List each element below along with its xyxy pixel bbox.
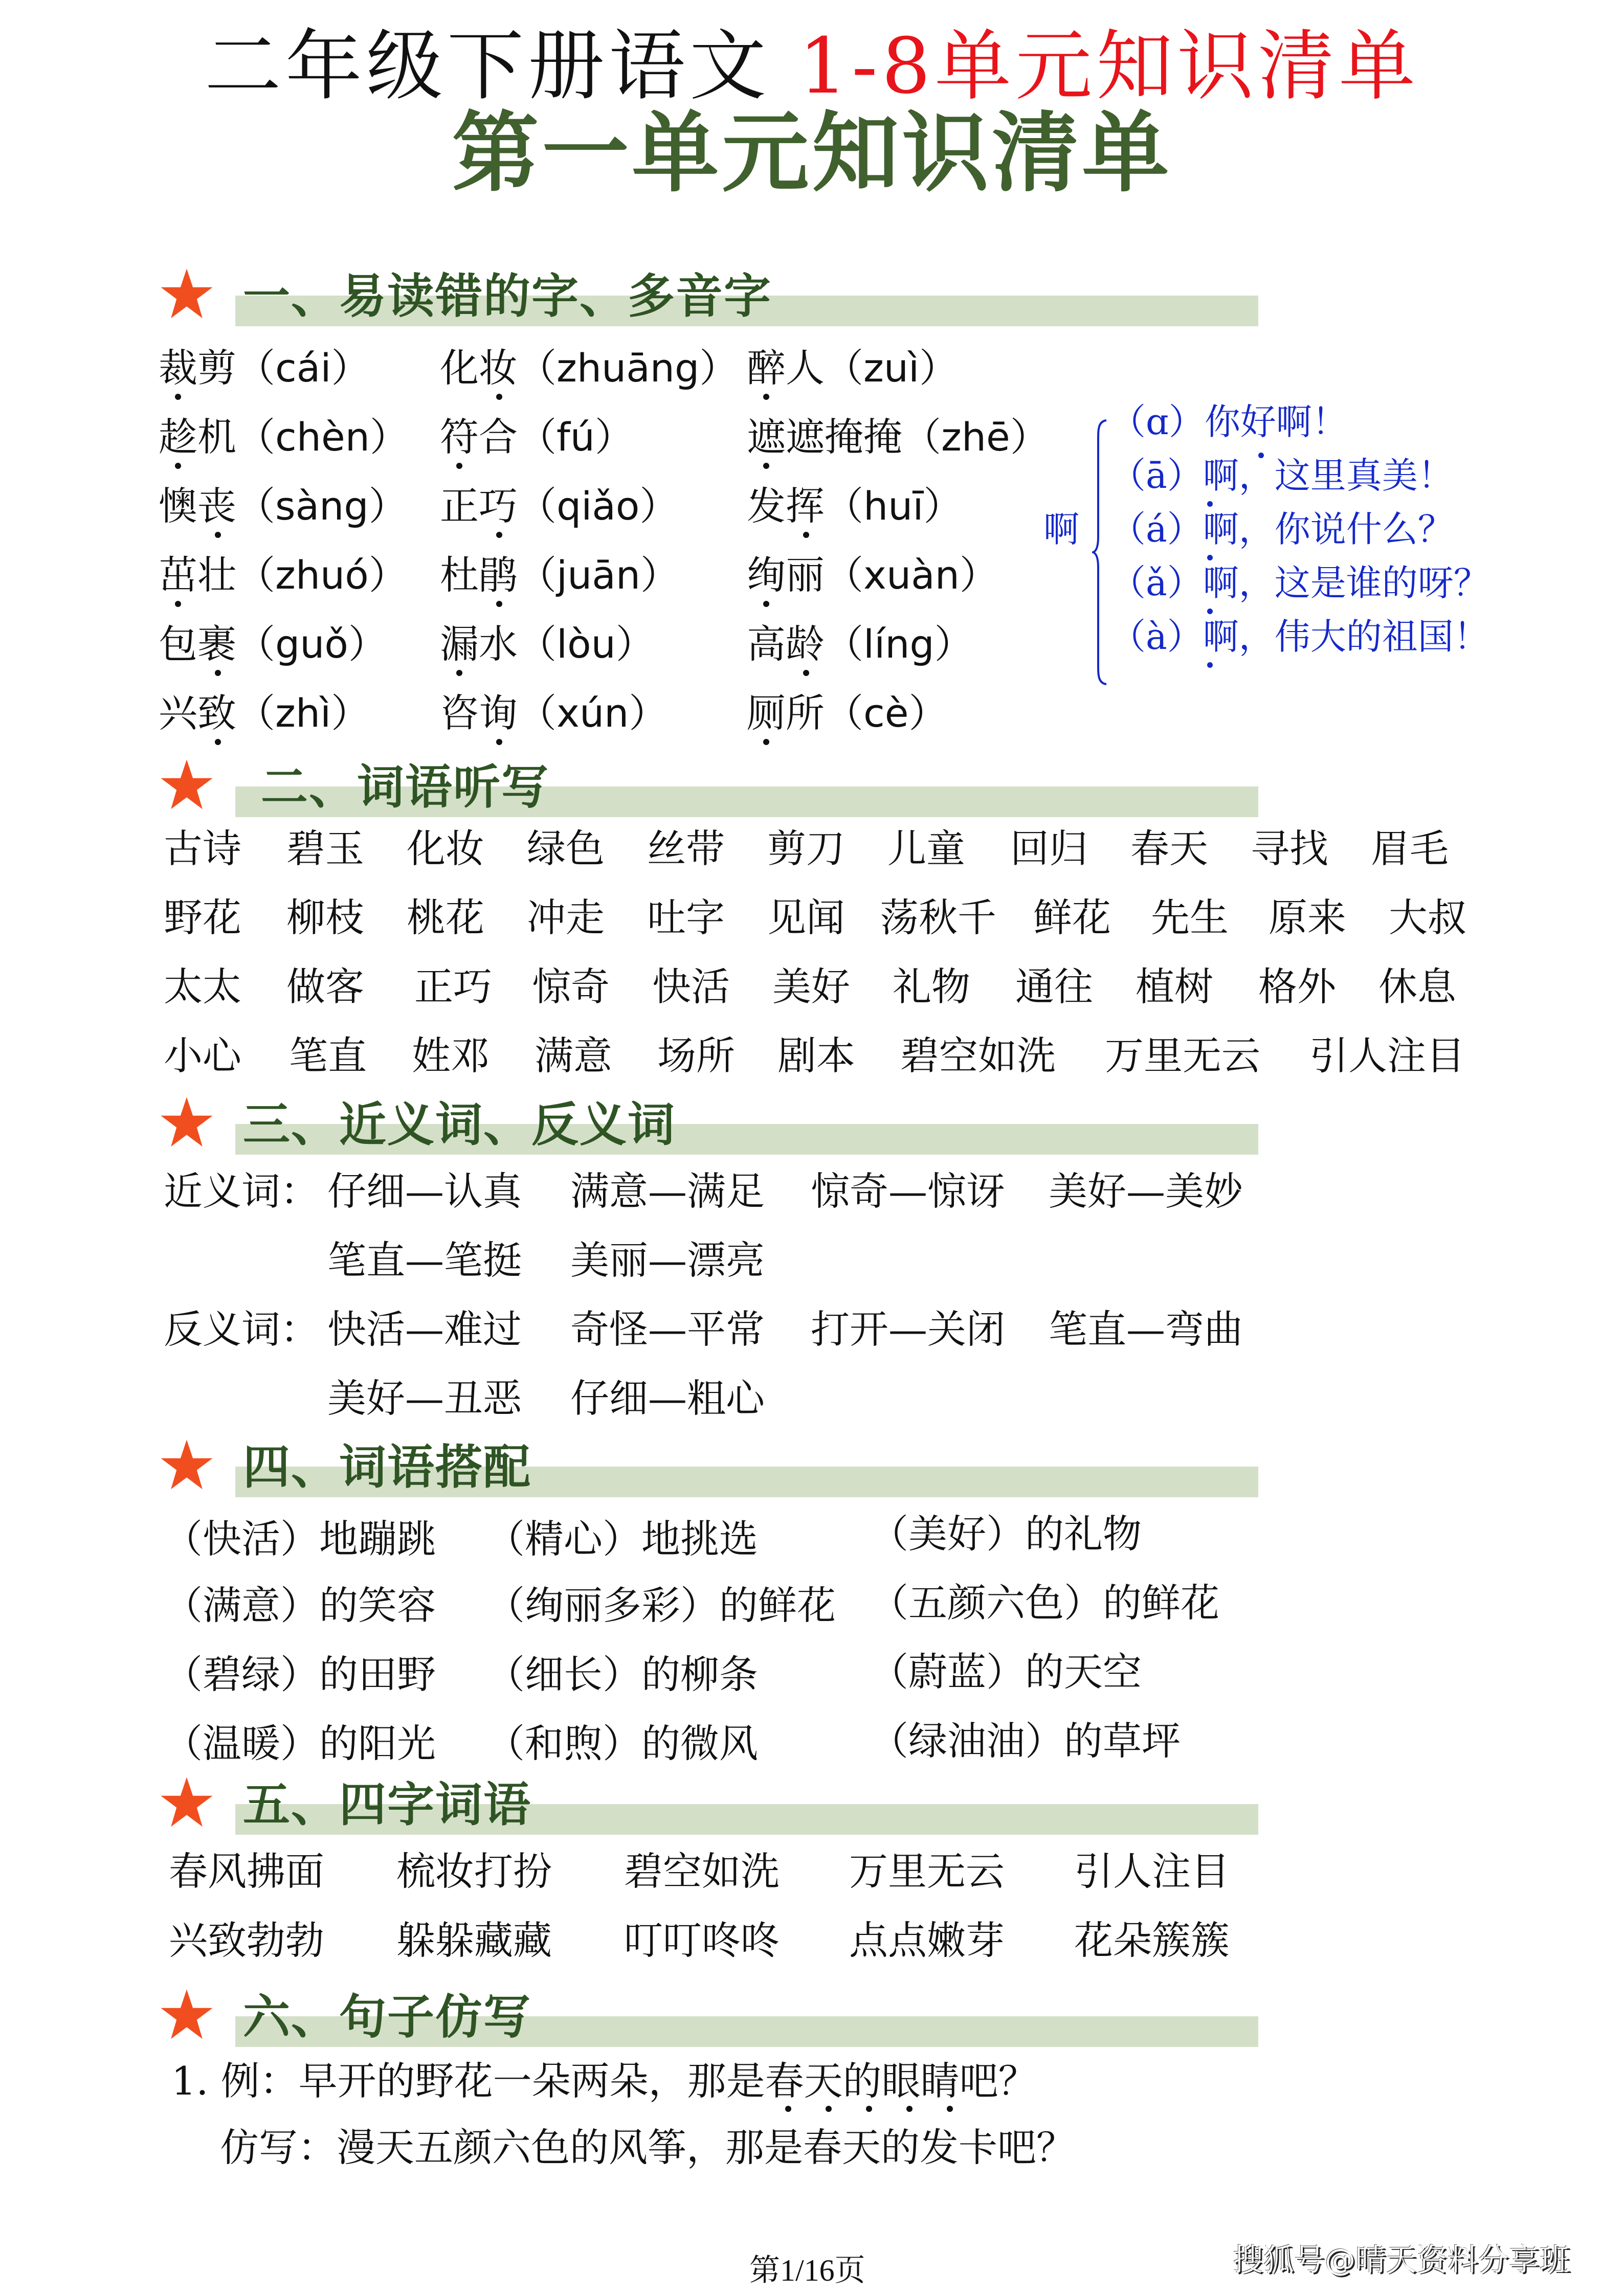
collocation: （蔚蓝）的天空 (870, 1649, 1142, 1695)
emphasis-dot (763, 601, 769, 607)
synonym-pair: 仔细—认真 (327, 1168, 522, 1214)
emphasis-dot (866, 2106, 872, 2112)
section-title: 二、词语听写 (261, 760, 550, 815)
section-title: 四、词语搭配 (243, 1440, 532, 1495)
emphasis-dot (215, 670, 221, 676)
polyphone-line: （á）啊，你说什么？ (1110, 506, 1454, 552)
section-title: 六、句子仿写 (243, 1990, 532, 2044)
section-header-2 (159, 757, 1258, 823)
pinyin-item: 兴致（zhì） (159, 688, 370, 739)
section-header-3 (159, 1094, 1258, 1161)
polyphone-line: （à）啊，伟大的祖国！ (1110, 614, 1489, 660)
emphasis-dot (215, 739, 221, 745)
title-red: 1-8单元知识清单 (798, 22, 1420, 111)
star-icon (159, 266, 215, 322)
section-title: 三、近义词、反义词 (243, 1097, 676, 1152)
pinyin-item: 包裹（guǒ） (159, 619, 387, 670)
antonym-pair: 笔直—弯曲 (1049, 1307, 1243, 1352)
emphasis-dot (175, 601, 181, 607)
synonym-pair: 笔直—笔挺 (327, 1237, 522, 1283)
watermark: 搜狐号@晴天资料分享班 (1233, 2242, 1570, 2278)
unit-subtitle: 第一单元知识清单 (452, 103, 1172, 204)
emphasis-dot (456, 463, 462, 469)
synonyms-label: 近义词： (164, 1168, 319, 1214)
star-icon (159, 757, 215, 813)
antonym-pair: 快活—难过 (327, 1307, 522, 1352)
emphasis-dot (496, 739, 502, 745)
emphasis-dot (175, 394, 181, 400)
pinyin-item: 厕所（cè） (747, 688, 948, 739)
emphasis-dot (947, 2106, 953, 2112)
imitation-sentence: 仿写：漫天五颜六色的风筝，那是春天的发卡吧？ (220, 2125, 1075, 2170)
pinyin-item: 懊丧（sàng） (159, 481, 408, 532)
emphasis-dot (496, 394, 502, 400)
curly-brace-icon (1092, 419, 1107, 685)
synonym-pair: 满意—满足 (570, 1168, 765, 1214)
emphasis-dot (763, 394, 769, 400)
pinyin-item: 趁机（chèn） (159, 412, 409, 463)
title-black: 二年级下册语文 (204, 22, 770, 111)
page-number: 第1/16页 (749, 2254, 865, 2287)
synonym-pair: 惊奇—惊讶 (811, 1168, 1005, 1214)
collocation: （满意）的笑容 (164, 1583, 436, 1628)
emphasis-dot (763, 463, 769, 469)
emphasis-dot (496, 601, 502, 607)
star-icon (159, 1987, 215, 2043)
synonym-pair: 美丽—漂亮 (570, 1237, 765, 1283)
emphasis-dot (1207, 662, 1213, 668)
collocation: （绚丽多彩）的鲜花 (486, 1583, 836, 1628)
emphasis-dot (215, 532, 221, 538)
polyphone-root-char: 啊 (1043, 508, 1079, 550)
emphasis-dot (803, 532, 809, 538)
pinyin-item: 裁剪（cái） (159, 343, 370, 394)
emphasis-dot (785, 2106, 791, 2112)
antonym-pair: 打开—关闭 (811, 1307, 1005, 1352)
collocation: （温暖）的阳光 (164, 1721, 436, 1766)
collocation: （精心）地挑选 (486, 1516, 758, 1562)
section-header-5 (159, 1774, 1258, 1841)
pinyin-item: 杜鹃（juān） (440, 550, 679, 601)
collocation: （绿油油）的草坪 (870, 1718, 1181, 1764)
polyphone-line: （ā）啊，这里真美！ (1110, 453, 1454, 499)
emphasis-dot (906, 2106, 913, 2112)
pinyin-item: 茁壮（zhuó） (159, 550, 408, 601)
antonym-pair: 仔细—粗心 (570, 1376, 765, 1421)
antonyms-label: 反义词： (164, 1307, 319, 1352)
synonym-pair: 美好—美妙 (1049, 1168, 1243, 1214)
emphasis-dot (175, 463, 181, 469)
polyphone-line: （ɑ）你好啊！ (1110, 399, 1348, 445)
antonym-pair: 奇怪—平常 (570, 1307, 765, 1352)
pinyin-item: 正巧（qiǎo） (440, 481, 678, 532)
emphasis-dot (456, 670, 462, 676)
collocation: （美好）的礼物 (870, 1511, 1142, 1557)
collocation: （五颜六色）的鲜花 (870, 1580, 1219, 1626)
star-icon (159, 1774, 215, 1831)
pinyin-item: 绚丽（xuàn） (747, 550, 998, 601)
emphasis-dot (803, 670, 809, 676)
emphasis-dot (826, 2106, 832, 2112)
section-header-6 (159, 1987, 1258, 2053)
section-header-4 (159, 1437, 1258, 1503)
pinyin-item: 符合（fú） (440, 412, 634, 463)
section-title: 五、四字词语 (243, 1777, 532, 1832)
star-icon (159, 1094, 215, 1151)
pinyin-item: 化妆（zhuāng） (440, 343, 738, 394)
collocation: （和煦）的微风 (486, 1721, 758, 1766)
pinyin-item: 漏水（lòu） (440, 619, 655, 670)
star-icon (159, 1437, 215, 1493)
pinyin-item: 醉人（zuì） (747, 343, 958, 394)
section-title: 一、易读错的字、多音字 (243, 269, 772, 324)
emphasis-dot (496, 532, 502, 538)
example-sentence: 1. 例：早开的野花一朵两朵，那是春天的眼睛吧？ (171, 2058, 1037, 2104)
polyphone-line: （ǎ）啊，这是谁的呀？ (1110, 560, 1489, 606)
pinyin-item: 遮遮掩掩（zhē） (747, 412, 1049, 463)
antonym-pair: 美好—丑恶 (327, 1376, 522, 1421)
collocation: （碧绿）的田野 (164, 1652, 436, 1697)
section-header-1 (159, 266, 1258, 332)
pinyin-item: 发挥（huī） (747, 481, 962, 532)
collocation: （快活）地蹦跳 (164, 1516, 436, 1562)
collocation: （细长）的柳条 (486, 1652, 758, 1697)
pinyin-item: 咨询（xún） (440, 688, 668, 739)
pinyin-item: 高龄（líng） (747, 619, 973, 670)
emphasis-dot (763, 739, 769, 745)
document-title (0, 20, 1624, 112)
